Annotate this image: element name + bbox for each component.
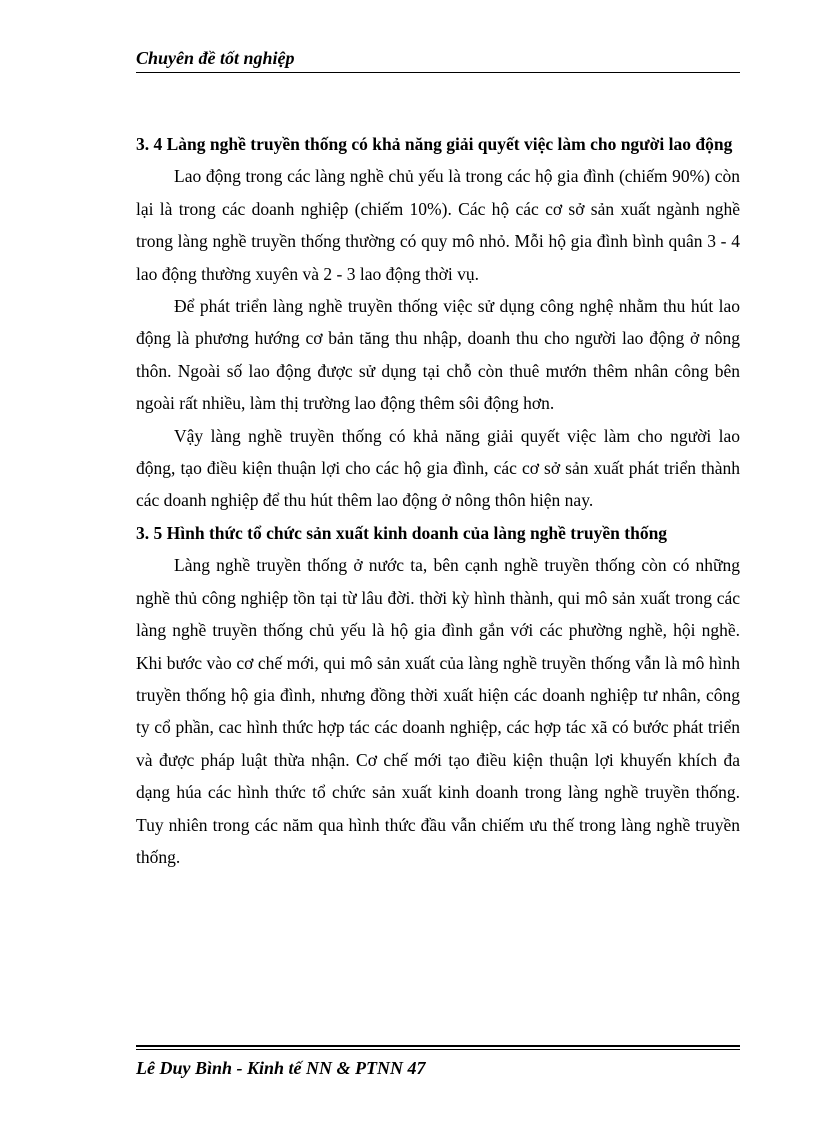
footer-author: Lê Duy Bình - Kinh tế NN & PTNN 47 [136,1058,426,1078]
footer-rule [136,1045,740,1047]
paragraph: Vậy làng nghề truyền thống có khả năng giải quyết việc làm cho người lao động, tạo điều kiện thuận lợi cho các hộ gia đình, các cơ sở sản xuất phát triển thành các doanh nghiệp để thu hút thêm lao động ở nông thôn hiện nay. [136,425,740,511]
page-footer [136,1045,740,1080]
footer-rule [136,1049,740,1050]
section-heading: 3. 4 Làng nghề truyền thống có khả năng giải quyết việc làm cho người lao động [136,134,733,154]
header-title: Chuyên đề tốt nghiệp [136,48,295,68]
document-body [136,128,740,873]
header-rule [136,72,740,73]
page-header [136,46,740,73]
section-heading: 3. 5 Hình thức tổ chức sản xuất kinh doanh của làng nghề truyền thống [136,522,668,543]
paragraph: Làng nghề truyền thống ở nước ta, bên cạnh nghề truyền thống còn có những nghề thủ công nghiệp tồn tại từ lâu đời. thời kỳ hình thành, qui mô sản xuất trong các làng nghề truyền thống chủ yếu là hộ gia đình gắn với các phường nghề, hội nghề. Khi bước vào cơ chế mới, qui mô sản xuất của làng nghề truyền thống vẫn là mô hình truyền thống hộ gia đình, nhưng đồng thời xuất hiện các doanh nghiệp tư nhân, công ty cổ phần, cac hình thức hợp tác các doanh nghiệp, các hợp tác xã có bước phát triển và được pháp luật thừa nhận. Cơ chế mới tạo điều kiện thuận lợi khuyến khích đa dạng húa các hình thức tổ chức sản xuất kinh doanh trong làng nghề truyền thống. Tuy nhiên trong các năm qua hình thức đầu vẫn chiếm ưu thế trong làng nghề truyền thống. [136,555,740,867]
paragraph: Để phát triển làng nghề truyền thống việc sử dụng công nghệ nhằm thu hút lao động là phương hướng cơ bản tăng thu nhập, doanh thu cho người lao động ở nông thôn. Ngoài số lao động được sử dụng tại chỗ còn thuê mướn thêm nhân công bên ngoài rất nhiều, làm thị trường lao động thêm sôi động hơn. [136,296,740,414]
paragraph: Lao động trong các làng nghề chủ yếu là trong các hộ gia đình (chiếm 90%) còn lại là trong các doanh nghiệp (chiếm 10%). Các hộ các cơ sở sản xuất ngành nghề trong làng nghề truyền thống thường có quy mô nhỏ. Mỗi hộ gia đình bình quân 3 - 4 lao động thường xuyên và 2 - 3 lao động thời vụ. [136,166,740,284]
